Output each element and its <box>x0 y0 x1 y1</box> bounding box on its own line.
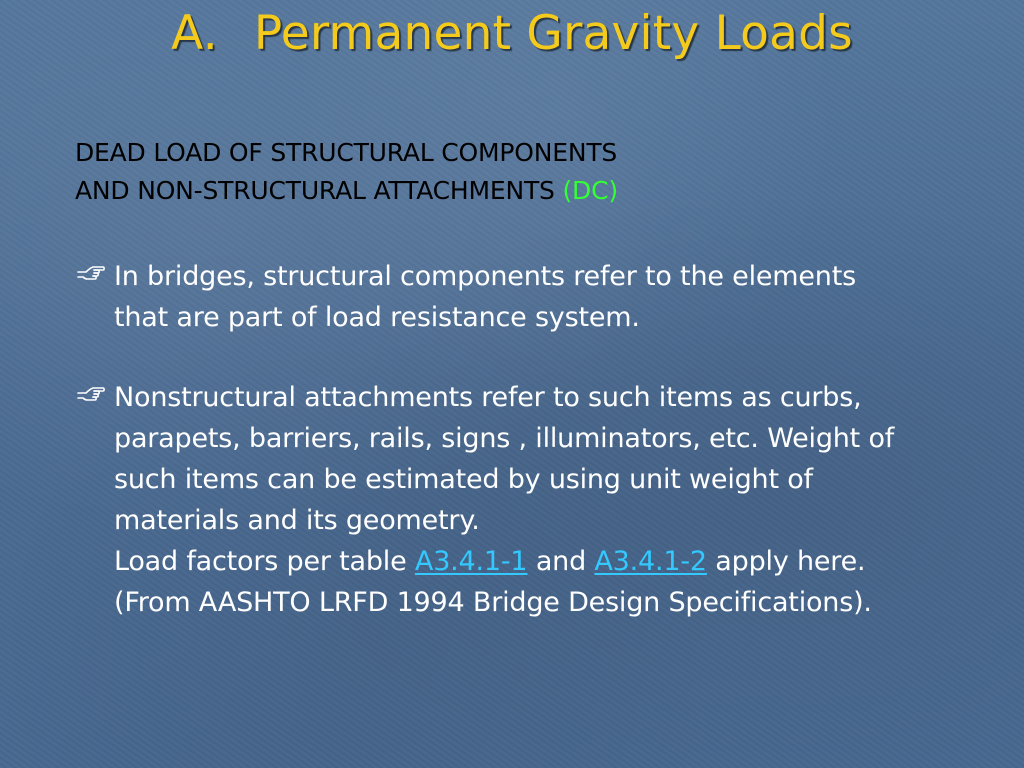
bullet-structural-components <box>76 256 1006 338</box>
table-a3-4-1-1-link[interactable]: A3.4.1-1 <box>414 546 528 577</box>
pointing-hand-icon <box>76 384 106 410</box>
load-factors-prefix: Load factors per table <box>114 546 407 577</box>
load-factors-suffix: apply here. <box>715 546 866 577</box>
bullet-nonstructural-attachments <box>76 377 1006 623</box>
bullet-1-line-1: In bridges, structural components refer to the elements <box>114 261 856 292</box>
bullet-2-line-1: Nonstructural attachments refer to such items as curbs, <box>114 382 862 413</box>
bullet-1-line-2: that are part of load resistance system. <box>114 302 640 333</box>
section-heading <box>75 134 618 210</box>
heading-abbreviation: (DC) <box>562 176 618 205</box>
slide-title <box>0 2 1024 66</box>
bullet-2-line-4: materials and its geometry. <box>114 505 480 536</box>
heading-line-2: AND NON-STRUCTURAL ATTACHMENTS <box>75 176 555 205</box>
load-factors-line <box>114 541 1006 582</box>
heading-line-1: DEAD LOAD OF STRUCTURAL COMPONENTS <box>75 138 618 167</box>
pointing-hand-icon <box>76 263 106 289</box>
table-a3-4-1-2-link[interactable]: A3.4.1-2 <box>594 546 707 577</box>
title-number: A. <box>171 6 218 61</box>
bullet-2-line-2: parapets, barriers, rails, signs , illuminators, etc. Weight of <box>114 423 895 454</box>
source-citation: (From AASHTO LRFD 1994 Bridge Design Specifications). <box>114 587 872 618</box>
bullet-2-line-3: such items can be estimated by using unit weight of <box>114 464 813 495</box>
title-text: Permanent Gravity Loads <box>253 6 853 61</box>
load-factors-and: and <box>535 546 587 577</box>
